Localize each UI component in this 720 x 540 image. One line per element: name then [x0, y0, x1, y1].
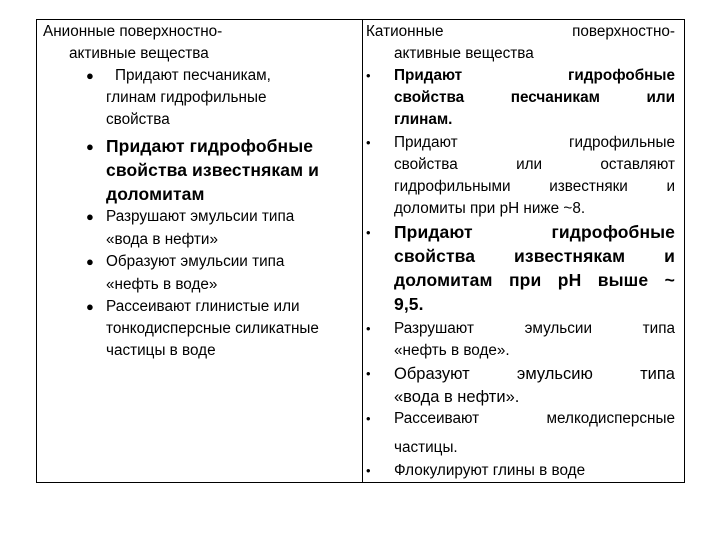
- anionic-item-5-line-1: Рассеивают глинистые или: [106, 298, 300, 315]
- cationic-item-1-line-3: глинам.: [394, 111, 453, 128]
- anionic-item-1-line-2: глинам гидрофильные: [106, 89, 267, 106]
- cationic-item-1-line-2: свойства песчаникам или: [394, 89, 675, 106]
- cationic-item-2-line-3: гидрофильными известняки и: [394, 178, 675, 195]
- anionic-item-3-line-2: «вода в нефти»: [106, 231, 218, 248]
- column-divider: [362, 20, 363, 482]
- bullet-icon: •: [366, 321, 371, 336]
- bullet-icon: ●: [86, 68, 94, 83]
- cationic-item-2-line-2: свойства или оставляют: [394, 156, 675, 173]
- cationic-item-4-line-1: Разрушают эмульсии типа: [394, 320, 675, 337]
- anionic-item-1-line-1: Придают песчаникам,: [115, 67, 271, 84]
- cationic-item-2-line-4: доломиты при pH ниже ~8.: [394, 200, 586, 217]
- bullet-icon: •: [366, 225, 371, 240]
- cationic-item-6-line-1: Рассеивают мелкодисперсные: [394, 410, 675, 427]
- cationic-title-line-1: Катионные поверхностно-: [366, 23, 675, 40]
- anionic-item-2-line-1: Придают гидрофобные: [106, 136, 314, 156]
- cationic-item-4-line-2: «нефть в воде».: [394, 342, 510, 359]
- cationic-item-1-line-1: Придают гидрофобные: [394, 67, 675, 84]
- bullet-icon: ●: [86, 139, 94, 154]
- anionic-item-5-line-2: тонкодисперсные силикатные: [106, 320, 319, 337]
- anionic-title-line-1: Анионные поверхностно-: [43, 23, 223, 40]
- anionic-item-2-line-2: свойства известнякам и: [106, 160, 319, 180]
- cationic-item-6-line-2: частицы.: [394, 439, 458, 456]
- cationic-item-3-line-1: Придают гидрофобные: [394, 222, 675, 242]
- anionic-item-2-line-3: доломитам: [106, 184, 205, 204]
- bullet-icon: ●: [86, 209, 94, 224]
- anionic-title-line-2: активные вещества: [69, 45, 209, 62]
- anionic-item-5-line-3: частицы в воде: [106, 342, 216, 359]
- anionic-item-3-line-1: Разрушают эмульсии типа: [106, 208, 295, 225]
- anionic-item-4-line-1: Образуют эмульсии типа: [106, 253, 285, 270]
- cationic-item-7-line-1: Флокулируют глины в воде: [394, 462, 586, 479]
- anionic-item-4-line-2: «нефть в воде»: [106, 276, 218, 293]
- bullet-icon: •: [366, 366, 371, 381]
- cationic-item-3-line-3: доломитам при pH выше ~: [394, 270, 675, 290]
- comparison-table: [36, 19, 685, 483]
- bullet-icon: ●: [86, 254, 94, 269]
- bullet-icon: •: [366, 463, 371, 478]
- cationic-title-line-2: активные вещества: [394, 45, 534, 62]
- bullet-icon: •: [366, 135, 371, 150]
- cationic-item-5-line-2: «вода в нефти».: [394, 388, 520, 406]
- cationic-item-5-line-1: Образуют эмульсию типа: [394, 365, 675, 383]
- cationic-item-3-line-4: 9,5.: [394, 294, 424, 314]
- bullet-icon: •: [366, 68, 371, 83]
- anionic-item-1-line-3: свойства: [106, 111, 170, 128]
- cationic-item-3-line-2: свойства известнякам и: [394, 246, 675, 266]
- cationic-item-2-line-1: Придают гидрофильные: [394, 134, 675, 151]
- bullet-icon: ●: [86, 299, 94, 314]
- bullet-icon: •: [366, 411, 371, 426]
